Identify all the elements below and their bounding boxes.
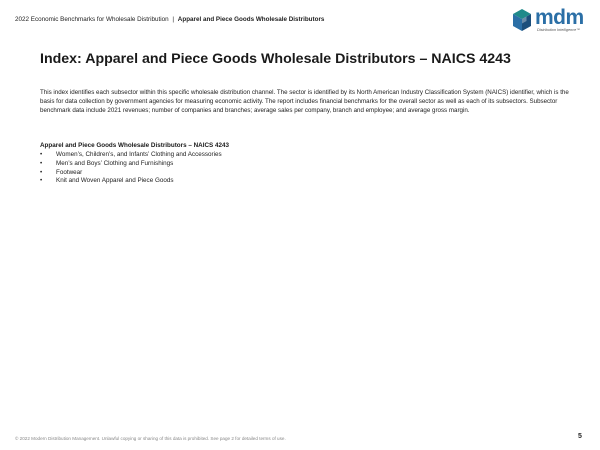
- intro-paragraph: This index identifies each subsector within this specific wholesale distribution channel. The sector is identified by its North American Industry Classification System (NAICS) identifier, which is the basis for data collection by government agencies for measuring economic activity. The report includes financial benchmarks for the overall sector as well as each of its subsectors. Subsector benchmark data include 2021 revenues; number of companies and branches; average sales per company, branch and employee; and average gross margin.: [40, 89, 569, 114]
- list-item: • Footwear: [40, 169, 222, 178]
- header-report-title: 2022 Economic Benchmarks for Wholesale Distribution: [15, 16, 169, 23]
- footer-copyright: © 2022 Modern Distribution Management. Unlawful copying or sharing of this data is prohibited. See page 2 for detailed terms of use.: [15, 436, 286, 441]
- list-item: • Women’s, Children’s, and Infants’ Clothing and Accessories: [40, 151, 222, 160]
- header-section-title: Apparel and Piece Goods Wholesale Distributors: [177, 16, 325, 23]
- page-title: Index: Apparel and Piece Goods Wholesale Distributors – NAICS 4243: [40, 51, 511, 67]
- logo-wordmark: mdm: [535, 6, 584, 29]
- mdm-logo: [512, 8, 592, 34]
- header-separator: |: [172, 16, 175, 23]
- list-item: • Knit and Woven Apparel and Piece Goods: [40, 177, 222, 186]
- cube-logo-icon: [512, 8, 532, 32]
- header-text: [15, 16, 324, 23]
- logo-tagline: Distribution Intelligence™: [537, 28, 581, 32]
- page-header: [0, 0, 600, 38]
- page-number: 5: [578, 433, 582, 440]
- list-item: • Men’s and Boys’ Clothing and Furnishings: [40, 160, 222, 169]
- subsector-list: [40, 151, 222, 186]
- subsector-heading: Apparel and Piece Goods Wholesale Distributors – NAICS 4243: [40, 142, 229, 149]
